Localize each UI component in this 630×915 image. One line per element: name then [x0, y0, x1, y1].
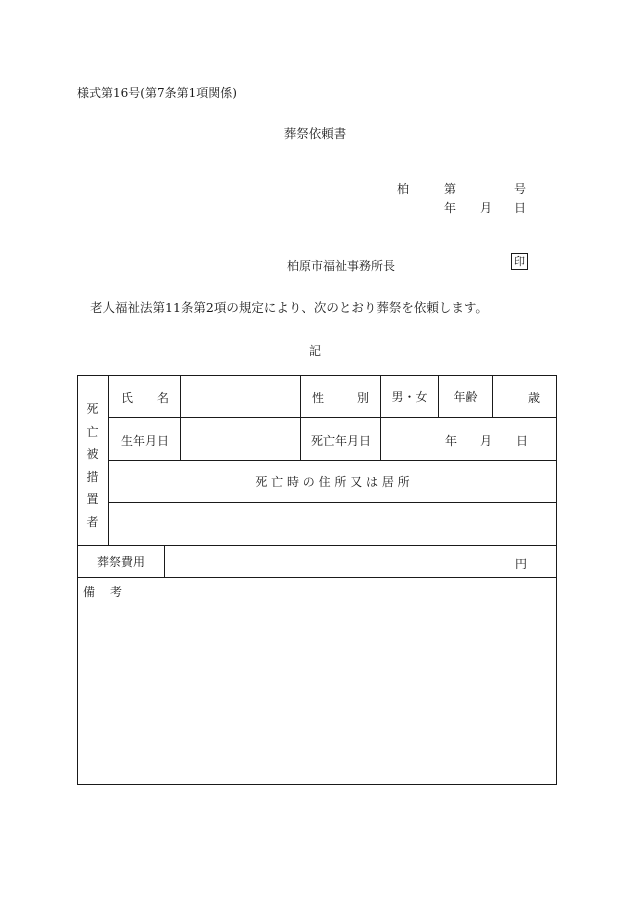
table-line: [77, 577, 557, 578]
gender-label-2: 別: [357, 391, 370, 405]
deceased-char: 措: [86, 469, 99, 484]
table-line: [300, 375, 301, 460]
recipient: 柏原市福祉事務所長: [287, 259, 396, 273]
address-field[interactable]: [109, 503, 556, 545]
death-month: 月: [480, 434, 493, 448]
death-year: 年: [445, 434, 458, 448]
name-label-1: 氏: [121, 391, 134, 405]
table-line: [77, 784, 557, 785]
gender-options[interactable]: 男・女: [391, 390, 428, 404]
header-go: 号: [514, 182, 527, 196]
age-unit: 歳: [528, 391, 541, 405]
body-text: 老人福祉法第11条第2項の規定により、次のとおり葬祭を依頼します。: [90, 300, 488, 315]
document-title: 葬祭依頼書: [283, 126, 347, 141]
table-line: [108, 417, 557, 418]
header-dai: 第: [444, 182, 457, 196]
age-field[interactable]: [493, 376, 523, 417]
remarks-label-2: 考: [110, 585, 123, 599]
remarks-field[interactable]: [78, 600, 556, 783]
deceased-label: [77, 398, 108, 533]
deceased-char: 置: [86, 492, 99, 506]
deceased-char: 者: [86, 514, 99, 529]
ki-marker: 記: [308, 344, 321, 358]
birthdate-label: 生年月日: [121, 434, 170, 448]
header-month: 月: [480, 201, 493, 215]
header-year: 年: [444, 201, 457, 215]
age-label: 年齢: [453, 390, 478, 404]
name-label-2: 名: [157, 391, 170, 405]
birthdate-field[interactable]: [181, 418, 300, 460]
table-line: [556, 375, 557, 785]
remarks-label-1: 備: [83, 585, 96, 599]
death-day: 日: [516, 434, 529, 448]
form-number: 様式第16号(第7条第1項関係): [77, 86, 237, 100]
death-date-label: 死亡年月日: [311, 434, 372, 448]
deceased-char: 被: [86, 447, 99, 461]
deceased-char: 亡: [86, 424, 99, 439]
name-field[interactable]: [181, 376, 300, 417]
header-kashiwa: 柏: [397, 182, 410, 196]
header-day: 日: [514, 201, 527, 215]
funeral-cost-field[interactable]: [165, 546, 505, 577]
deceased-char: 死: [86, 402, 99, 416]
yen-unit: 円: [515, 557, 528, 571]
address-label: 死 亡 時 の 住 所 又 は 居 所: [255, 475, 410, 489]
gender-label-1: 性: [312, 391, 325, 405]
funeral-cost-label: 葬祭費用: [96, 555, 145, 569]
seal-stamp: 印: [511, 253, 528, 270]
